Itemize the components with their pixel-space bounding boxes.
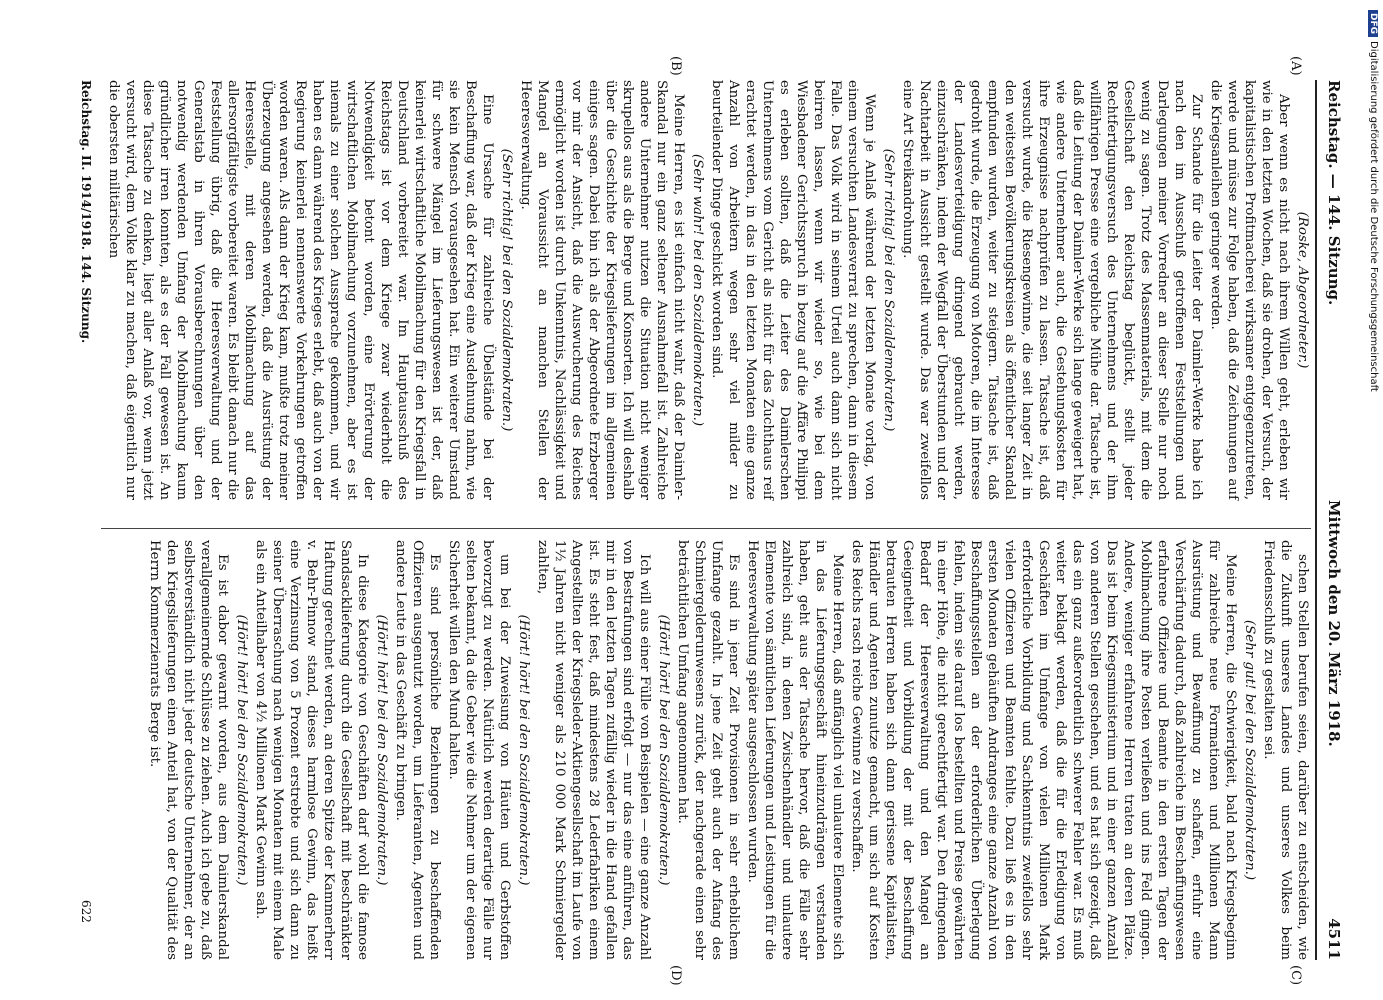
paragraph: um bei der Zuweisung von Häuten und Gerbstoffen bevorzugt zu werden. Natürlich werden derartige Fälle nur selten bekannt, da die Geber wie die Nehmer um der eigenen Sicherheit willen den Mund halten. [446,540,512,960]
paragraph: Eine Ursache für zahlreiche Übelstände bei der Beschaffung war, daß der Krieg eine Ausdehnung nahm, wie sie kein Mensch vorausgesehen hat. Ein weiterer Umstand für schwere Mängel im Lieferungswesen ist der, daß keinerlei wirtschaftliche Mobilmachung für den Kriegsfall in Deutschland vorbereitet war. Im Hauptausschuß des Reichstags ist vor dem Kriege zwar wiederholt die Notwendigkeit betont worden, eine Erörterung der wirtschaftlichen Mobilmachung vorzunehmen, aber es ist niemals zu einer solchen Aussprache gekommen, und wir haben es dann während des Krieges erlebt, daß auch von der Regierung keinerlei nennenswerte Vorkehrungen getroffen worden waren. Als dann der Krieg kam, mußte trotz meiner Überzeugung angesehen werden, daß die Ausrüstung der Heeresstelle, mit deren Mobilmachung auf das allersorgfältigste vorbereitet waren. Es bleibt danach nur die Feststellung übrig, daß die Heeresverwaltung und der Generalstab in ihren Vorausberechnungen über den notwendig werdenden Umfang der Mobilmachung kaum gründlicher irren konnten, als es der Fall gewesen ist. An diese Tatsache zu denken, liegt aller Anlaß vor, wenn jetzt versucht wird, dem Volke klar zu machen, daß eigentlich nur die obersten militärischen [106,80,495,500]
paragraph: Wenn je Anlaß während der letzten Monate vorlag, von einem versuchten Landesverrat zu sprechen, dann in diesem Falle. Das Volk wird in seinem Urteil auch dann sich nicht beirren lassen, wenn wir wieder so, wie bei dem Wiesbadener Gerichtsspruch in bezug auf die Affäre Philippi es erleben sollten, daß die Leiter des Daimlerschen Unternehmens vom Gericht als nicht für das Zuchthaus reif erachtet werden, in das in den letzten Monaten eine ganze Anzahl von Arbeitern wegen sehr viel milder zu beurteilender Dinge geschickt worden sind. [709,80,877,500]
margin-marker-c: (C) [1288,965,1303,986]
interjection: (Sehr richtig! bei den Sozialdemokraten.) [881,148,896,432]
text-column-right [144,540,1311,960]
paragraph: Meine Herren, die Schwierigkeit, bald nach Kriegsbeginn für zahlreiche neue Formationen und Millionen Mann Ausrüstung und Bewaffnung zu schaffen, erfuhr eine Verschärfung dadurch, daß zahlreiche im Beschaffungswesen erfahrene Offiziere und Beamte in den ersten Tagen der Mobilmachung ihre Posten verließen und ins Feld gingen. Andere, weniger erfahrene Herren traten an deren Plätze. Das ist beim Kriegsministerium und in einer ganzen Anzahl von anderen Stellen geschehen, und es hat sich gezeigt, daß das ein ganz außerordentlich schwerer Fehler war. Es muß weiter beklagt werden, daß die für die Erledigung von Geschäften im Umfange von vielen Millionen Mark erforderliche Vorbildung und Sachkenntnis zweifellos sehr vielen Offizieren und Beamten fehlte. Dazu ließ es in den ersten Monaten gehäuften Andranges eine ganze Anzahl von Beschaffungsstellen an der erforderlichen Überlegung fehlen, indem sie darauf los bestellten und Preise gewährten in einer Höhe, die nicht gerechtfertigt war. Den dringenden Bedarf der Heeresverwaltung und den Mangel an Geeignetheit und Vorbildung der mit der Beschaffung betrauten Herren haben sich dann gerissene Kapitalisten, Händler und Agenten zunutze gemacht, um sich auf Kosten des Reichs rasch reiche Gewinne zu verschaffen. [849,540,1238,960]
page-footer: Reichstag. II. 1914/1918. 144. Sitzung. [79,80,93,344]
paragraph: Aber wenn es nicht nach ihrem Willen geht, erleben wir wie in den letzten Wochen, daß sie drohen, der Versuch, der kapitalistischen Profitmacherei wirksamer entgegenzutreten, werde und müsse zur Folge haben, daß die Zeichnungen auf die Kriegsanleihen geringer werden. [1208,80,1291,500]
page-header [1319,80,1343,960]
interjection: (Sehr richtig! bei den Sozialdemokraten.) [499,148,514,432]
interjection: (Hört! hört! bei den Sozialdemokraten.) [516,614,531,886]
digitization-credit [1365,10,1379,990]
paragraph: schen Stellen berufen seien, darüber zu entscheiden, wie die Zukunft unseres Landes und unseres Volkes beim Friedensschluß zu gestalten sei. [1261,540,1310,960]
paragraph: Ich will aus einer Fülle von Beispielen — eine ganze Anzahl von Bestrafungen sind erfolgt — nur das eine anführen, das mir in den letzten Tagen zufällig wieder in die Hand gefallen ist. Es steht fest, daß mindestens 28 Lederfabriken einem Angestellten der Kriegsleder-Aktiengesellschaft im Laufe von 1½ Jahren nicht weniger als 210 000 Mark Schmiergelder zahlten, [535,540,652,960]
header-rule [1315,80,1317,960]
margin-marker-d: (D) [668,965,683,986]
header-left: Reichstag. — 144. Sitzung. [1325,80,1343,306]
margin-marker-b: (B) [668,56,683,76]
credit-text: Digitalisierung gefördert durch die Deutsche Forschungsgemeinschaft [1368,41,1379,392]
paragraph: In diese Kategorie von Geschäften darf wohl die famose Sandsacklieferung durch die Gesellschaft mit beschränkter Haftung gerechnet werden, an deren Spitze der Kammerherr v. Behr-Pinnow stand, dieses harmlose Gewinn, das heißt eine Verzinsung von 5 Prozent erstrebte und sich dann zu seiner Überraschung nach wenigen Monaten mit einem Male als ein Anteilhaber von 4½ Millionen Mark Gewinn sah. [253,540,370,960]
folio-marker: 622 [79,900,93,923]
paragraph: Es ist dabor gewarnt worden, aus dem Daimlerskandal verallgemeinernde Schlüsse zu ziehen. Auch ich gebe zu, daß selbstverständlich nicht jeder deutsche Unternehmer, der an den Kriegslieferungen einen Anteil hat, von der Qualität des Herrn Kommerzienrats Berge ist. [147,540,230,960]
paragraph: Es sind persönliche Beziehungen zu beschaffenden Offizieren ausgenutzt worden, um Lieferanten, Agenten und andere Leute in das Geschäft zu bringen. [393,540,442,960]
interjection: (Sehr gut! bei den Sozialdemokraten.) [1242,619,1257,881]
column-divider [101,528,1311,529]
speaker-note: (Roske, Abgeordneter.) [1295,211,1310,369]
paragraph: Meine Herren, daß anfänglich viel unlautere Elemente sich in das Lieferungsgeschäft hineinzudrängen verstanden haben, geht aus der Tatsache hervor, daß die Fälle sehr zahlreich sind, in denen Zwischenhändler und unlautere Elemente von sämtlichen Lieferungen und Leistungen für die Heeresverwaltung später ausgeschlossen wurden. [745,540,845,960]
interjection: (Hört! hört! bei den Sozialdemokraten.) [656,614,671,886]
dfg-logo-icon: DFG [1368,10,1378,37]
text-column-left [103,80,1311,500]
margin-marker-a: (A) [1288,56,1303,76]
paragraph: Meine Herren, es ist einfach nicht wahr, daß der Daimler-Skandal nur ein ganz seltener Ausnahmefall ist. Zahlreiche andere Unternehmer nutzen die Situation nicht weniger skrupellos aus als die Berge und Konsorten. Ich will deshalb über die Geschichte der Kriegslieferungen im allgemeinen einiges sagen. Dabei bin ich als der Abgeordnete Erzberger vor mir der Ansicht, daß die Auswucherung des Reiches ermöglicht worden ist durch Unkenntnis, Nachlässigkeit und Mangel an Voraussicht an manchen Stellen der Heeresverwaltung. [518,80,686,500]
interjection: (Sehr wahr! bei den Sozialdemokraten.) [690,153,705,427]
paragraph: Es sind in jener Zeit Provisionen in sehr erheblichem Umfange gezahlt. In jene Zeit geht auch der Anfang des Schmiergelderunwesens zurück, der nachgerade einen sehr beträchtlichen Umfang angenommen hat. [675,540,741,960]
header-date: Mittwoch den 20. März 1918. [1325,500,1343,747]
interjection: (Hört! hört! bei den Sozialdemokraten.) [374,614,389,886]
interjection: (Hört! hört! bei den Sozialdemokraten.) [234,614,249,886]
paragraph: Zur Schande für die Leiter der Daimler-Werke habe ich nach den im Ausschuß getroffenen Feststellungen und Darlegungen meiner Vorredner an dieser Stelle nur noch wenig zu sagen. Trotz des Massenmaterials, mit dem die Gesellschaft den Reichstag beglückt, stellt jeder Rechtfertigungsversuch des Unternehmens und der ihm willfährigen Presse eine vergebliche Mühe dar. Tatsache ist, daß die Leitung der Daimler-Werke sich lange geweigert hat, wie andere Unternehmer auch, die Gestehungskosten für ihre Erzeugnisse nachprüfen zu lassen. Tatsache ist, daß versucht wurde, die Riesengewinne, die seit langer Zeit in den weitesten Bevölkerungskreisen als öffentlicher Skandal empfunden wurden, weiter zu steigern. Tatsache ist, daß gedroht wurde, die Erzeugung von Motoren, die im Interesse der Landesverteidigung dringend gebraucht werden, einzuschränken, indem der Wegfall der Überstunden und der Nachtarbeit in Aussicht gestellt wurde. Das war zweifellos eine Art Streikandrohung. [900,80,1204,500]
header-page-number: 4511 [1325,918,1343,960]
